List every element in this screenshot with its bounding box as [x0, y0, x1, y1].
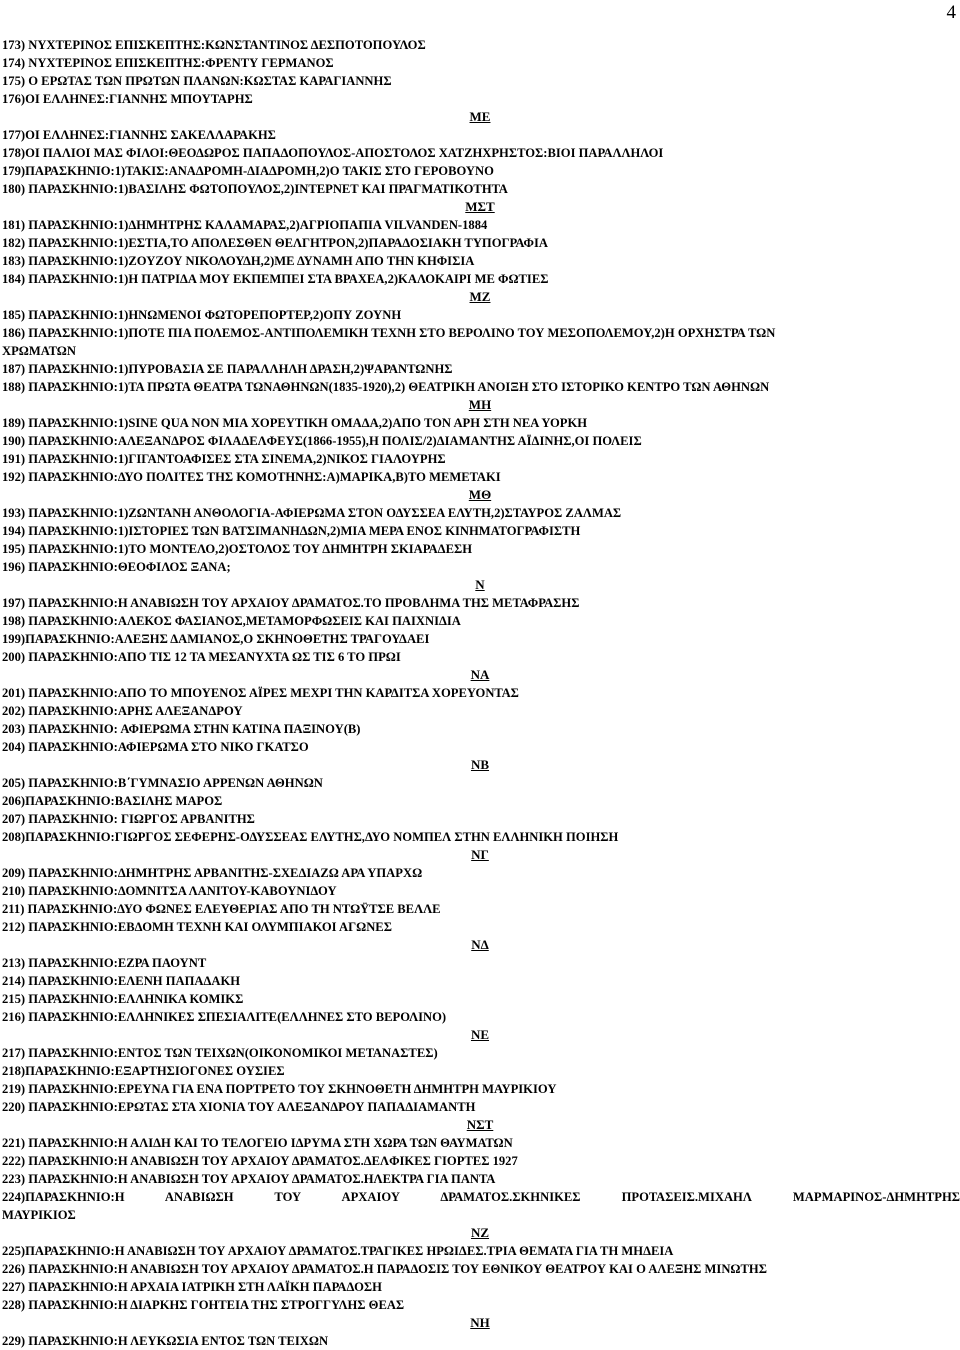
- section-heading: ΝΕ: [470, 1027, 490, 1042]
- list-item: 208)ΠΑΡΑΣΚΗΝΙΟ:ΓΙΩΡΓΟΣ ΣΕΦΕΡΗΣ-ΟΔΥΣΣΕΑΣ ΕΛΥΤΗΣ,ΔΥΟ ΝΟΜΠΕΛ ΣΤΗΝ ΕΛΛΗΝΙΚΗ ΠΟΙΗΣΗ: [2, 830, 619, 844]
- list-item: 173) ΝΥΧΤΕΡΙΝΟΣ ΕΠΙΣΚΕΠΤΗΣ:ΚΩΝΣΤΑΝΤΙΝΟΣ ΔΕΣΠΟΤΟΠΟΥΛΟΣ: [2, 38, 426, 52]
- list-item: 229) ΠΑΡΑΣΚΗΝΙΟ:Η ΛΕΥΚΩΣΙΑ ΕΝΤΟΣ ΤΩΝ ΤΕΙΧΩΝ: [2, 1334, 329, 1348]
- list-item: 201) ΠΑΡΑΣΚΗΝΙΟ:ΑΠΟ ΤΟ ΜΠΟΥΕΝΟΣ ΑΪΡΕΣ ΜΕΧΡΙ ΤΗΝ ΚΑΡΔΙΤΣΑ ΧΟΡΕΥΟΝΤΑΣ: [2, 686, 519, 700]
- episode-list: [0, 36, 960, 1350]
- list-item: 205) ΠΑΡΑΣΚΗΝΙΟ:Β΄ΓΥΜΝΑΣΙΟ ΑΡΡΕΝΩΝ ΑΘΗΝΩΝ: [2, 776, 323, 790]
- list-item: 196) ΠΑΡΑΣΚΗΝΙΟ:ΘΕΟΦΙΛΟΣ ΞΑΝΑ;: [2, 560, 231, 574]
- list-item: 215) ΠΑΡΑΣΚΗΝΙΟ:ΕΛΛΗΝΙΚΑ ΚΟΜΙΚΣ: [2, 992, 244, 1006]
- list-item: 207) ΠΑΡΑΣΚΗΝΙΟ: ΓΙΩΡΓΟΣ ΑΡΒΑΝΙΤΗΣ: [2, 812, 255, 826]
- section-heading: ΝΣΤ: [466, 1117, 494, 1132]
- list-item: ΜΑΥΡΙΚΙΟΣ: [2, 1208, 76, 1222]
- list-item: 210) ΠΑΡΑΣΚΗΝΙΟ:ΔΟΜΝΙΤΣΑ ΛΑΝΙΤΟΥ-ΚΑΒΟΥΝΙΔΟΥ: [2, 884, 337, 898]
- section-heading: ΜΕ: [469, 109, 491, 124]
- section-heading: ΜΖ: [469, 289, 491, 304]
- list-item: 202) ΠΑΡΑΣΚΗΝΙΟ:ΑΡΗΣ ΑΛΕΞΑΝΔΡΟΥ: [2, 704, 243, 718]
- list-item: 216) ΠΑΡΑΣΚΗΝΙΟ:ΕΛΛΗΝΙΚΕΣ ΣΠΕΣΙΑΛΙΤΕ(ΕΛΛΗΝΕΣ ΣΤΟ ΒΕΡΟΛΙΝΟ): [2, 1010, 447, 1024]
- page-number: 4: [946, 2, 956, 23]
- section-heading: Ν: [475, 577, 485, 592]
- list-item: 178)ΟΙ ΠΑΛΙΟΙ ΜΑΣ ΦΙΛΟΙ:ΘΕΟΔΩΡΟΣ ΠΑΠΑΔΟΠΟΥΛΟΣ-ΑΠΟΣΤΟΛΟΣ ΧΑΤΖΗΧΡΗΣΤΟΣ:ΒΙΟΙ ΠΑΡΑΛΛΗΛΟΙ: [2, 146, 664, 160]
- list-item: 188) ΠΑΡΑΣΚΗΝΙΟ:1)ΤΑ ΠΡΩΤΑ ΘΕΑΤΡΑ ΤΩΝΑΘΗΝΩΝ(1835-1920),2) ΘΕΑΤΡΙΚΗ ΑΝΟΙΞΗ ΣΤΟ ΙΣΤΟΡΙΚΟ ΚΕΝΤΡΟ ΤΩΝ ΑΘΗΝΩΝ: [2, 380, 770, 394]
- list-item: 181) ΠΑΡΑΣΚΗΝΙΟ:1)ΔΗΜΗΤΡΗΣ ΚΑΛΑΜΑΡΑΣ,2)ΑΓΡΙΟΠΑΠΙΑ VILVANDEN-1884: [2, 218, 488, 232]
- list-item: 198) ΠΑΡΑΣΚΗΝΙΟ:ΑΛΕΚΟΣ ΦΑΣΙΑΝΟΣ,ΜΕΤΑΜΟΡΦΩΣΕΙΣ ΚΑΙ ΠΑΙΧΝΙΔΙΑ: [2, 614, 461, 628]
- list-item: 186) ΠΑΡΑΣΚΗΝΙΟ:1)ΠΟΤΕ ΠΙΑ ΠΟΛΕΜΟΣ-ΑΝΤΙΠΟΛΕΜΙΚΗ ΤΕΧΝΗ ΣΤΟ ΒΕΡΟΛΙΝΟ ΤΟΥ ΜΕΣΟΠΟΛΕΜΟΥ,2)Η ΟΡΧΗΣΤΡΑ ΤΩΝ: [2, 326, 776, 340]
- list-item: 213) ΠΑΡΑΣΚΗΝΙΟ:ΕΖΡΑ ΠΑΟΥΝΤ: [2, 956, 207, 970]
- list-item: 214) ΠΑΡΑΣΚΗΝΙΟ:ΕΛΕΝΗ ΠΑΠΑΔΑΚΗ: [2, 974, 241, 988]
- list-item: 225)ΠΑΡΑΣΚΗΝΙΟ:Η ΑΝΑΒΙΩΣΗ ΤΟΥ ΑΡΧΑΙΟΥ ΔΡΑΜΑΤΟΣ.ΤΡΑΓΙΚΕΣ ΗΡΩΙΔΕΣ.ΤΡΙΑ ΘΕΜΑΤΑ ΓΙΑ ΤΗ ΜΗΔΕΙΑ: [2, 1244, 674, 1258]
- list-item: 180) ΠΑΡΑΣΚΗΝΙΟ:1)ΒΑΣΙΛΗΣ ΦΩΤΟΠΟΥΛΟΣ,2)ΙΝΤΕΡΝΕΤ ΚΑΙ ΠΡΑΓΜΑΤΙΚΟΤΗΤΑ: [2, 182, 508, 196]
- list-item: 194) ΠΑΡΑΣΚΗΝΙΟ:1)ΙΣΤΟΡΙΕΣ ΤΩΝ ΒΑΤΣΙΜΑΝΗΔΩΝ,2)ΜΙΑ ΜΕΡΑ ΕΝΟΣ ΚΙΝΗΜΑΤΟΓΡΑΦΙΣΤΗ: [2, 524, 581, 538]
- list-item: 193) ΠΑΡΑΣΚΗΝΙΟ:1)ΖΩΝΤΑΝΗ ΑΝΘΟΛΟΓΙΑ-ΑΦΙΕΡΩΜΑ ΣΤΟΝ ΟΔΥΣΣΕΑ ΕΛΥΤΗ,2)ΣΤΑΥΡΟΣ ΖΑΛΜΑΣ: [2, 506, 622, 520]
- list-item: 199)ΠΑΡΑΣΚΗΝΙΟ:ΑΛΕΞΗΣ ΔΑΜΙΑΝΟΣ,Ο ΣΚΗΝΟΘΕΤΗΣ ΤΡΑΓΟΥΔΑΕΙ: [2, 632, 430, 646]
- list-item: 197) ΠΑΡΑΣΚΗΝΙΟ:Η ΑΝΑΒΙΩΣΗ ΤΟΥ ΑΡΧΑΙΟΥ ΔΡΑΜΑΤΟΣ.ΤΟ ΠΡΟΒΛΗΜΑ ΤΗΣ ΜΕΤΑΦΡΑΣΗΣ: [2, 596, 580, 610]
- list-item: 185) ΠΑΡΑΣΚΗΝΙΟ:1)ΗΝΩΜΕΝΟΙ ΦΩΤΟΡΕΠΟΡΤΕΡ,2)ΟΠΥ ΖΟΥΝΗ: [2, 308, 402, 322]
- list-item: 177)ΟΙ ΕΛΛΗΝΕΣ:ΓΙΑΝΝΗΣ ΣΑΚΕΛΛΑΡΑΚΗΣ: [2, 128, 276, 142]
- list-item: 179)ΠΑΡΑΣΚΗΝΙΟ:1)ΤΑΚΙΣ:ΑΝΑΔΡΟΜΗ-ΔΙΑΔΡΟΜΗ,2)Ο ΤΑΚΙΣ ΣΤΟ ΓΕΡΟΒΟΥΝΟ: [2, 164, 494, 178]
- list-item: 187) ΠΑΡΑΣΚΗΝΙΟ:1)ΠΥΡΟΒΑΣΙΑ ΣΕ ΠΑΡΑΛΛΗΛΗ ΔΡΑΣΗ,2)ΨΑΡΑΝΤΩΝΗΣ: [2, 362, 453, 376]
- list-item: 222) ΠΑΡΑΣΚΗΝΙΟ:Η ΑΝΑΒΙΩΣΗ ΤΟΥ ΑΡΧΑΙΟΥ ΔΡΑΜΑΤΟΣ.ΔΕΛΦΙΚΕΣ ΓΙΟΡΤΕΣ 1927: [2, 1154, 518, 1168]
- list-item: 195) ΠΑΡΑΣΚΗΝΙΟ:1)ΤΟ ΜΟΝΤΕΛΟ,2)ΟΣΤΟΛΟΣ ΤΟΥ ΔΗΜΗΤΡΗ ΣΚΙΑΡΑΔΕΣΗ: [2, 542, 472, 556]
- list-item: 200) ΠΑΡΑΣΚΗΝΙΟ:ΑΠΟ ΤΙΣ 12 ΤΑ ΜΕΣΑΝΥΧΤΑ ΩΣ ΤΙΣ 6 ΤΟ ΠΡΩΙ: [2, 650, 401, 664]
- list-item: 228) ΠΑΡΑΣΚΗΝΙΟ:Η ΔΙΑΡΚΗΣ ΓΟΗΤΕΙΑ ΤΗΣ ΣΤΡΟΓΓΥΛΗΣ ΘΕΑΣ: [2, 1298, 405, 1312]
- section-heading: ΜΗ: [468, 397, 492, 412]
- list-item: 182) ΠΑΡΑΣΚΗΝΙΟ:1)ΕΣΤΙΑ,ΤΟ ΑΠΟΛΕΣΘΕΝ ΘΕΛΓΗΤΡΟΝ,2)ΠΑΡΑΔΟΣΙΑΚΗ ΤΥΠΟΓΡΑΦΙΑ: [2, 236, 548, 250]
- list-item: 211) ΠΑΡΑΣΚΗΝΙΟ:ΔΥΟ ΦΩΝΕΣ ΕΛΕΥΘΕΡΙΑΣ ΑΠΟ ΤΗ ΝΤΩΫΤΣΕ ΒΕΛΛΕ: [2, 902, 441, 916]
- section-heading: ΝΔ: [471, 937, 489, 952]
- list-item: 219) ΠΑΡΑΣΚΗΝΙΟ:ΕΡΕΥΝΑ ΓΙΑ ΕΝΑ ΠΟΡΤΡΕΤΟ ΤΟΥ ΣΚΗΝΟΘΕΤΗ ΔΗΜΗΤΡΗ ΜΑΥΡΙΚΙΟΥ: [2, 1082, 557, 1096]
- list-item: 189) ΠΑΡΑΣΚΗΝΙΟ:1)SINE QUA NON ΜΙΑ ΧΟΡΕΥΤΙΚΗ ΟΜΑΔΑ,2)ΑΠΟ ΤΟΝ ΑΡΗ ΣΤΗ ΝΕΑ ΥΟΡΚΗ: [2, 416, 588, 430]
- list-item: 204) ΠΑΡΑΣΚΗΝΙΟ:ΑΦΙΕΡΩΜΑ ΣΤΟ ΝΙΚΟ ΓΚΑΤΣΟ: [2, 740, 309, 754]
- list-item: 223) ΠΑΡΑΣΚΗΝΙΟ:Η ΑΝΑΒΙΩΣΗ ΤΟΥ ΑΡΧΑΙΟΥ ΔΡΑΜΑΤΟΣ.ΗΛΕΚΤΡΑ ΓΙΑ ΠΑΝΤΑ: [2, 1172, 496, 1186]
- list-item: 190) ΠΑΡΑΣΚΗΝΙΟ:ΑΛΕΞΑΝΔΡΟΣ ΦΙΛΑΔΕΛΦΕΥΣ(1866-1955),Η ΠΟΛΙΣ/2)ΔΙΑΜΑΝΤΗΣ ΑΪΔΙΝΗΣ,ΟΙ ΠΟΛΕΙΣ: [2, 434, 642, 448]
- section-heading: ΝΖ: [470, 1225, 490, 1240]
- list-item: 191) ΠΑΡΑΣΚΗΝΙΟ:1)ΓΙΓΑΝΤΟΑΦΙΣΕΣ ΣΤΑ ΣΙΝΕΜΑ,2)ΝΙΚΟΣ ΓΙΑΛΟΥΡΗΣ: [2, 452, 446, 466]
- list-item: ΧΡΩΜΑΤΩΝ: [2, 344, 76, 358]
- list-item: 209) ΠΑΡΑΣΚΗΝΙΟ:ΔΗΜΗΤΡΗΣ ΑΡΒΑΝΙΤΗΣ-ΣΧΕΔΙΑΖΩ ΑΡΑ ΥΠΑΡΧΩ: [2, 866, 423, 880]
- list-item: 176)ΟΙ ΕΛΛΗΝΕΣ:ΓΙΑΝΝΗΣ ΜΠΟΥΤΑΡΗΣ: [2, 92, 253, 106]
- section-heading: ΜΣΤ: [465, 199, 495, 214]
- list-item: 212) ΠΑΡΑΣΚΗΝΙΟ:ΕΒΔΟΜΗ ΤΕΧΝΗ ΚΑΙ ΟΛΥΜΠΙΑΚΟΙ ΑΓΩΝΕΣ: [2, 920, 392, 934]
- section-heading: ΝΒ: [470, 757, 490, 772]
- section-heading: ΝΗ: [470, 1315, 490, 1330]
- list-item: 203) ΠΑΡΑΣΚΗΝΙΟ: ΑΦΙΕΡΩΜΑ ΣΤΗΝ ΚΑΤΙΝΑ ΠΑΞΙΝΟΥ(Β): [2, 722, 361, 736]
- list-item: 227) ΠΑΡΑΣΚΗΝΙΟ:Η ΑΡΧΑΙΑ ΙΑΤΡΙΚΗ ΣΤΗ ΛΑΪΚΗ ΠΑΡΑΔΟΣΗ: [2, 1280, 382, 1294]
- list-item: 175) Ο ΕΡΩΤΑΣ ΤΩΝ ΠΡΩΤΩΝ ΠΛΑΝΩΝ:ΚΩΣΤΑΣ ΚΑΡΑΓΙΑΝΝΗΣ: [2, 74, 392, 88]
- list-item: 183) ΠΑΡΑΣΚΗΝΙΟ:1)ΖΟΥΖΟΥ ΝΙΚΟΛΟΥΔΗ,2)ΜΕ ΔΥΝΑΜΗ ΑΠΟ ΤΗΝ ΚΗΦΙΣΙΑ: [2, 254, 475, 268]
- list-item: 224)ΠΑΡΑΣΚΗΝΙΟ:Η ΑΝΑΒΙΩΣΗ ΤΟΥ ΑΡΧΑΙΟΥ ΔΡΑΜΑΤΟΣ.ΣΚΗΝΙΚΕΣ ΠΡΟΤΑΣΕΙΣ.ΜΙΧΑΗΛ ΜΑΡΜΑΡΙΝΟΣ-ΔΗΜΗΤΡΗΣ: [2, 1190, 960, 1204]
- list-item: 192) ΠΑΡΑΣΚΗΝΙΟ:ΔΥΟ ΠΟΛΙΤΕΣ ΤΗΣ ΚΟΜΟΤΗΝΗΣ:Α)ΜΑΡΙΚΑ,Β)ΤΟ ΜΕΜΕΤΑΚΙ: [2, 470, 501, 484]
- list-item: 220) ΠΑΡΑΣΚΗΝΙΟ:ΕΡΩΤΑΣ ΣΤΑ ΧΙΟΝΙΑ ΤΟΥ ΑΛΕΞΑΝΔΡΟΥ ΠΑΠΑΔΙΑΜΑΝΤΗ: [2, 1100, 476, 1114]
- section-heading: ΝΓ: [471, 847, 489, 862]
- section-heading: ΜΘ: [468, 487, 492, 502]
- list-item: 221) ΠΑΡΑΣΚΗΝΙΟ:Η ΑΛΙΔΗ ΚΑΙ ΤΟ ΤΕΛΟΓΕΙΟ ΙΔΡΥΜΑ ΣΤΗ ΧΩΡΑ ΤΩΝ ΘΑΥΜΑΤΩΝ: [2, 1136, 513, 1150]
- list-item: 217) ΠΑΡΑΣΚΗΝΙΟ:ΕΝΤΟΣ ΤΩΝ ΤΕΙΧΩΝ(ΟΙΚΟΝΟΜΙΚΟΙ ΜΕΤΑΝΑΣΤΕΣ): [2, 1046, 438, 1060]
- list-item: 184) ΠΑΡΑΣΚΗΝΙΟ:1)Η ΠΑΤΡΙΔΑ ΜΟΥ ΕΚΠΕΜΠΕΙ ΣΤΑ ΒΡΑΧΕΑ,2)ΚΑΛΟΚΑΙΡΙ ΜΕ ΦΩΤΙΕΣ: [2, 272, 549, 286]
- list-item: 206)ΠΑΡΑΣΚΗΝΙΟ:ΒΑΣΙΛΗΣ ΜΑΡΟΣ: [2, 794, 223, 808]
- section-heading: ΝΑ: [470, 667, 490, 682]
- list-item: 174) ΝΥΧΤΕΡΙΝΟΣ ΕΠΙΣΚΕΠΤΗΣ:ΦΡΕΝΤΥ ΓΕΡΜΑΝΟΣ: [2, 56, 334, 70]
- list-item: 218)ΠΑΡΑΣΚΗΝΙΟ:ΕΞΑΡΤΗΣΙΟΓΟΝΕΣ ΟΥΣΙΕΣ: [2, 1064, 285, 1078]
- list-item: 226) ΠΑΡΑΣΚΗΝΙΟ:Η ΑΝΑΒΙΩΣΗ ΤΟΥ ΑΡΧΑΙΟΥ ΔΡΑΜΑΤΟΣ.Η ΠΑΡΑΔΟΣΙΣ ΤΟΥ ΕΘΝΙΚΟΥ ΘΕΑΤΡΟΥ ΚΑΙ Ο ΑΛΕΞΗΣ ΜΙΝΩΤΗΣ: [2, 1262, 767, 1276]
